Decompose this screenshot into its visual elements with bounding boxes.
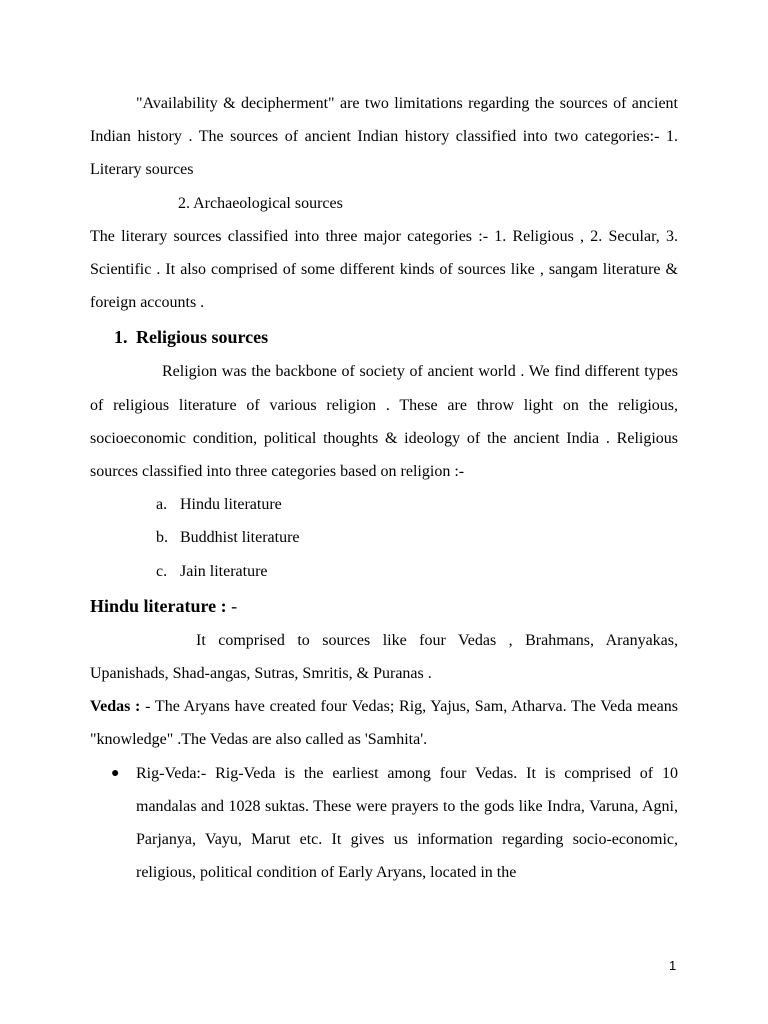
- list-item-label: Buddhist literature: [180, 529, 300, 547]
- section-heading-religious: [90, 319, 678, 355]
- list-item: [156, 488, 678, 521]
- intro-category-2: 2. Archaeological sources: [178, 194, 343, 212]
- list-item: [156, 555, 678, 588]
- list-item-label: Hindu literature: [180, 496, 282, 514]
- document-body: [90, 87, 678, 889]
- literary-sources-paragraph: The literary sources classified into three major categories :- 1. Religious , 2. Secular, 3. Scientific . It also comprised of some different kinds of sources like , sangam literature & foreign accounts .: [90, 227, 678, 312]
- hindu-literature-paragraph: It comprised to sources like four Vedas , Brahmans, Aranyakas, Upanishads, Shad-angas, Sutras, Smritis, & Puranas .: [90, 631, 678, 683]
- list-marker: c.: [156, 562, 168, 580]
- bullet-icon: ●: [111, 765, 120, 781]
- hindu-heading-title: Hindu literature :: [90, 595, 227, 616]
- section-title: Religious sources: [136, 327, 269, 348]
- page-number: 1: [669, 958, 677, 973]
- vedas-text: - The Aryans have created four Vedas; Rig, Yajus, Sam, Atharva. The Veda means "knowledge" .The Vedas are also called as 'Samhita'.: [90, 698, 678, 749]
- intro-paragraph: "Availability & decipherment" are two limitations regarding the sources of ancient Indian history . The sources of ancient Indian history classified into two categories:- 1. Literary sources: [90, 95, 678, 179]
- vedas-label: Vedas :: [90, 698, 141, 716]
- list-item: [90, 757, 678, 890]
- list-marker: a.: [156, 496, 168, 514]
- rig-veda-paragraph: Rig-Veda:- Rig-Veda is the earliest among four Vedas. It is comprised of 10 mandalas and 1028 suktas. These were prayers to the gods like Indra, Varuna, Agni, Parjanya, Vayu, Marut etc. It gives us information regarding socio-economic, religious, political condition of Early Aryans, located in the: [136, 764, 678, 882]
- vedas-bullet-list: [90, 757, 678, 890]
- religious-paragraph: Religion was the backbone of society of ancient world . We find different types of religious literature of various religion . These are throw light on the religious, socioeconomic condition, political thoughts & ideology of the ancient India . Religious sources classified into three categories based on religion :-: [90, 363, 678, 481]
- list-marker: b.: [156, 529, 168, 547]
- list-item: [156, 521, 678, 554]
- hindu-literature-heading: [90, 588, 678, 624]
- list-item-label: Jain literature: [180, 562, 268, 580]
- vedas-paragraph: [90, 690, 678, 756]
- religion-categories-list: [90, 488, 678, 588]
- section-number: 1.: [114, 327, 128, 348]
- hindu-heading-dash: -: [231, 595, 238, 616]
